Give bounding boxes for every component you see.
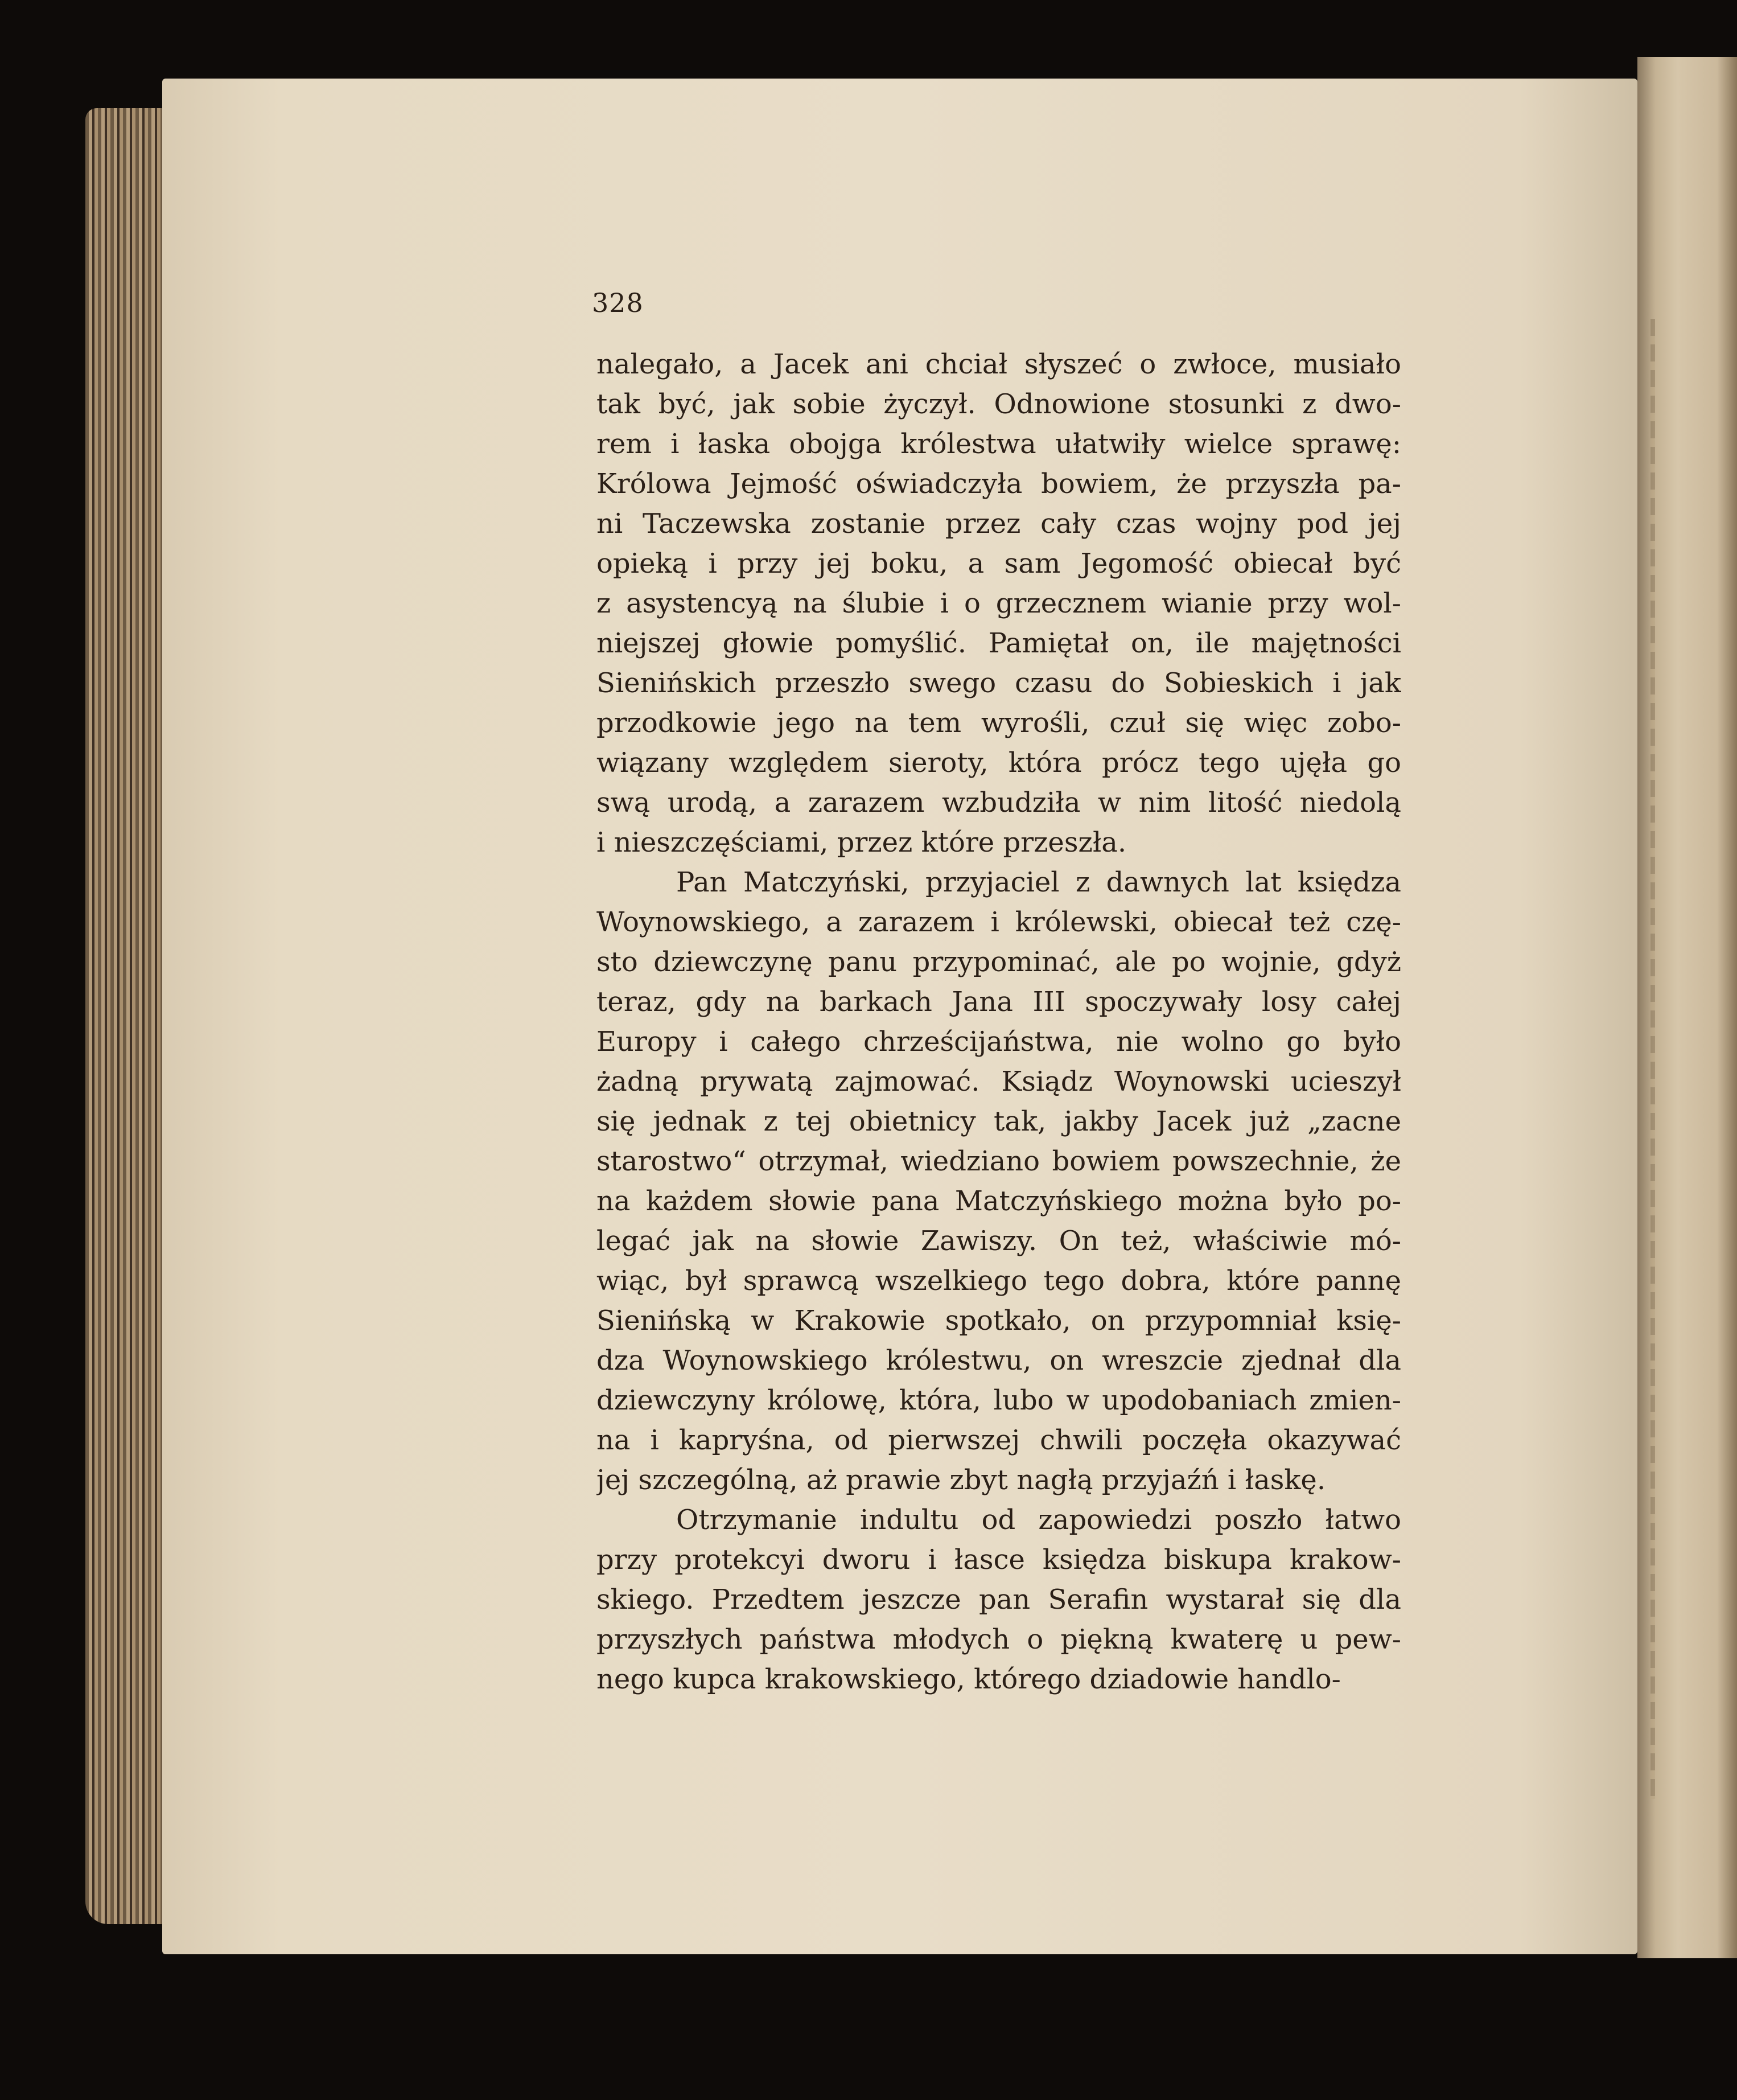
text-line: przodkowie jego na tem wyrośli, czuł się więc zobo- [596,707,1401,739]
text-line: na i kapryśna, od pierwszej chwili poczęła okazywać [596,1424,1401,1456]
text-line: jej szczególną, aż prawie zbyt nagłą przyjaźń i łaskę. [596,1464,1326,1496]
facing-page-shadow [1650,319,1655,1799]
text-line: nalegało, a Jacek ani chciał słyszeć o zwłoce, musiało [596,348,1401,380]
text-line: Europy i całego chrześcijaństwa, nie wolno go było [596,1026,1401,1058]
text-line: niejszej głowie pomyślić. Pamiętał on, ile majętności [596,627,1401,659]
text-line: Królowa Jejmość oświadczyła bowiem, że przyszła pa- [596,468,1401,500]
text-line: się jednak z tej obietnicy tak, jakby Jacek już „zacne [596,1106,1401,1137]
text-line: starostwo“ otrzymał, wiedziano bowiem powszechnie, że [596,1145,1401,1177]
text-line: z asystencyą na ślubie i o grzecznem wianie przy wol- [596,587,1401,619]
text-line: nego kupca krakowskiego, którego dziadowie handlo- [596,1663,1341,1695]
book-page-stack [85,108,171,1924]
body-text [596,344,1401,1699]
text-line: Otrzymanie indultu od zapowiedzi poszło łatwo [676,1504,1401,1536]
text-line: Woynowskiego, a zarazem i królewski, obiecał też czę- [596,906,1401,938]
text-line: ni Taczewska zostanie przez cały czas wojny pod jej [596,508,1401,540]
text-line: opieką i przy jej boku, a sam Jegomość obiecał być [596,548,1401,580]
text-line: sto dziewczynę panu przypominać, ale po wojnie, gdyż [596,946,1401,978]
text-line: Sienińskich przeszło swego czasu do Sobieskich i jak [596,667,1401,699]
text-line: wiązany względem sieroty, która prócz tego ujęła go [596,747,1401,779]
page-number: 328 [592,287,644,318]
text-line: przyszłych państwa młodych o piękną kwaterę u pew- [596,1624,1401,1655]
text-line: wiąc, był sprawcą wszelkiego tego dobra, które pannę [596,1265,1401,1297]
text-line: i nieszczęściami, przez które przeszła. [596,827,1127,858]
text-line: skiego. Przedtem jeszcze pan Serafin wystarał się dla [596,1584,1401,1616]
text-line: przy protekcyi dworu i łasce księdza biskupa krakow- [596,1544,1401,1576]
text-line: na każdem słowie pana Matczyńskiego można było po- [596,1185,1401,1217]
text-line: Sienińską w Krakowie spotkało, on przypomniał księ- [596,1305,1401,1337]
text-line: Pan Matczyński, przyjaciel z dawnych lat księdza [676,866,1401,898]
text-line: swą urodą, a zarazem wzbudziła w nim litość niedolą [596,787,1401,819]
text-line: teraz, gdy na barkach Jana III spoczywały losy całej [596,986,1401,1018]
text-line: żadną prywatą zajmować. Ksiądz Woynowski ucieszył [596,1066,1401,1098]
text-line: rem i łaska obojga królestwa ułatwiły wielce sprawę: [596,428,1401,460]
text-line: tak być, jak sobie życzył. Odnowione stosunki z dwo- [596,388,1401,420]
text-line: dziewczyny królowę, która, lubo w upodobaniach zmien- [596,1384,1401,1416]
text-line: dza Woynowskiego królestwu, on wreszcie zjednał dla [596,1345,1401,1376]
text-line: legać jak na słowie Zawiszy. On też, właściwie mó- [596,1225,1401,1257]
